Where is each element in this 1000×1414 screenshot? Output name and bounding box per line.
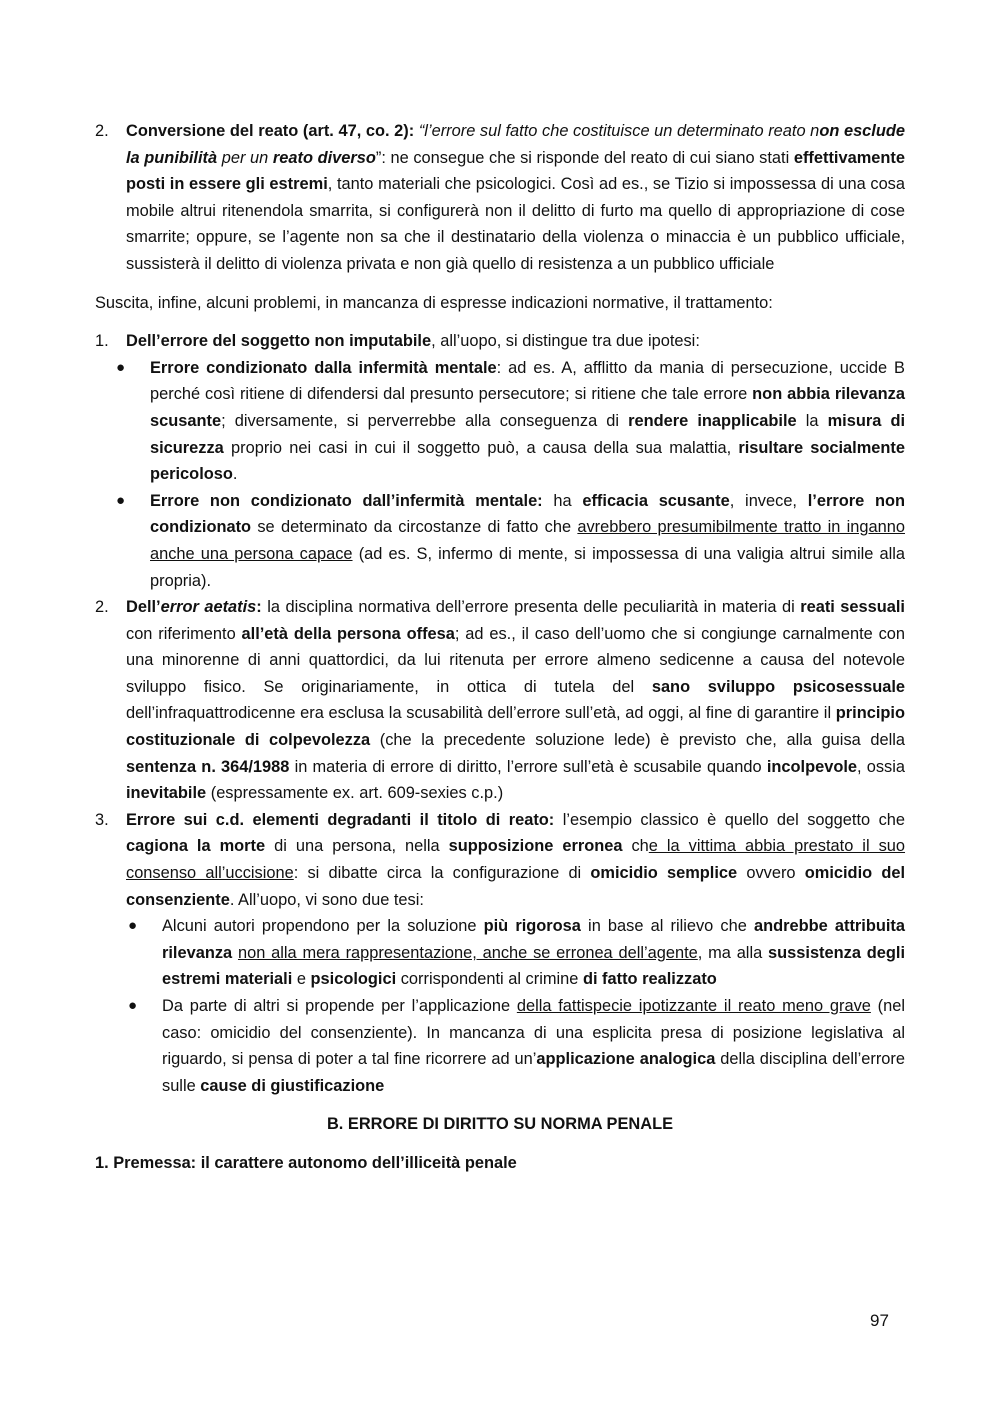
section-heading: 1. Premessa: il carattere autonomo dell’illiceità penale: [95, 1153, 517, 1172]
list-item-non-imputabile: [95, 328, 905, 355]
bold-text: sentenza n. 364/1988: [126, 757, 290, 776]
paragraph: [150, 355, 905, 488]
text: ”: ne consegue che si risponde del reato di cui siano stati: [375, 148, 790, 167]
bold-text: Dell’: [126, 598, 161, 617]
list-item-conversione: [95, 118, 905, 278]
text: proprio nei casi in cui il soggetto può, a causa della sua malattia,: [231, 438, 732, 457]
text: , ossia: [857, 757, 905, 776]
text: ch: [631, 837, 649, 856]
bullet-item: [95, 488, 905, 594]
paragraph: [126, 118, 905, 278]
bold-text: incolpevole: [766, 757, 858, 776]
item-number: 3.: [95, 810, 109, 829]
bold-text: cause di giustificazione: [200, 1076, 385, 1095]
text: , tanto materiali che psicologici. Così ad es., se Tizio si impossessa di una cosa mobile altrui ritenendola smarrita, si configurerà non il delitto di furto ma quello di appropriazione di cose smarrite; oppure, se l’agente non sa che il destinatario della violenza o minaccia è un pubblico ufficiale, sussisterà il delitto di violenza privata e non già quello di resistenza a un pubblico ufficiale: [126, 175, 905, 273]
item-number: 2.: [95, 122, 109, 140]
bold-text: Conversione del reato (art. 47, co. 2):: [126, 122, 415, 140]
bold-text: rendere inapplicabile: [628, 411, 797, 430]
text: in materia di errore di diritto, l’errore sull’età è scusabile quando: [294, 757, 762, 776]
text: e: [296, 970, 306, 989]
bold-text: Dell’errore del soggetto non imputabile: [126, 332, 432, 351]
paragraph: [126, 328, 905, 355]
bold-text: reati sessuali: [800, 598, 905, 617]
paragraph: [126, 807, 905, 913]
document-body: [95, 118, 905, 1177]
bold-text: sussistenza degli estremi materiali: [162, 943, 906, 989]
underlined-text: e la vittima abbia prestato il suo consenso all’uccisione: [126, 837, 906, 883]
bullet-item: [95, 913, 905, 993]
underlined-text: avrebbero presumibilmente tratto in inganno anche una persona capace: [150, 518, 905, 563]
text: in base al rilievo che: [588, 917, 747, 936]
text: . All’uopo, vi sono due tesi:: [229, 890, 424, 909]
text: della disciplina dell’errore sulle: [162, 1050, 905, 1095]
text: , ma alla: [697, 943, 763, 962]
item-number: 1.: [95, 332, 109, 351]
bold-italic-text: error aetatis: [160, 598, 257, 617]
bold-text: supposizione erronea: [448, 837, 623, 856]
text: , invece,: [729, 491, 797, 510]
text: (espressamente ex. art. 609-sexies c.p.): [210, 784, 504, 803]
bullet-item: [95, 993, 905, 1099]
bullet-item: [95, 355, 905, 488]
italic-text: “l’errore sul fatto che costituisce un determinato reato n: [418, 122, 820, 140]
list-item-error-aetatis: [95, 594, 905, 807]
bullet-icon: ●: [128, 917, 138, 935]
section-title: B. ERRORE DI DIRITTO SU NORMA PENALE: [326, 1115, 674, 1134]
text: (nel caso: omicidio del consenziente). In mancanza di una esplicita presa di posizione legislativa al riguardo, si pensa di poter a tal fine ricorrere ad un’: [162, 997, 906, 1069]
bold-text: Errore sui c.d. elementi degradanti il titolo di reato:: [126, 810, 555, 829]
bold-text: psicologici: [310, 970, 397, 989]
paragraph: [150, 488, 905, 594]
list-item-elementi-degradanti: [95, 807, 905, 913]
bold-text: più rigorosa: [483, 917, 581, 936]
text: di una persona, nella: [274, 837, 440, 856]
text: se determinato da circostanze di fatto che: [257, 518, 572, 537]
bullet-icon: ●: [116, 358, 126, 376]
italic-text: per un: [221, 148, 269, 167]
text: Da parte di altri si propende per l’applicazione: [162, 997, 511, 1015]
text: Alcuni autori propendono per la soluzione: [162, 917, 477, 936]
underlined-text: della fattispecie ipotizzante il reato meno grave: [516, 997, 871, 1015]
bold-text: di fatto realizzato: [582, 970, 717, 989]
bold-text: omicidio del consenziente: [126, 864, 906, 909]
text: (che la precedente soluzione lede) è previsto che, alla guisa della: [379, 731, 905, 750]
bold-text: :: [256, 598, 262, 617]
underlined-text: non alla mera rappresentazione, anche se erronea dell’agente: [237, 943, 698, 962]
bold-text: all’età della persona offesa: [241, 624, 455, 643]
bold-text: Errore non condizionato dall’infermità mentale:: [150, 491, 543, 510]
text: con riferimento: [126, 624, 236, 643]
bold-text: omicidio semplice: [590, 864, 738, 883]
intro-paragraph: Suscita, infine, alcuni problemi, in mancanza di espresse indicazioni normative, il trattamento:: [95, 293, 773, 312]
bold-italic-text: on esclude la punibilità: [126, 122, 905, 167]
text: ; ad es., il caso dell’uomo che si congiunge carnalmente con una minorenne di anni quattordici, da lui ritenuta per errore almeno sedicenne a causa del notevole sviluppo fisico. Se originariamente, in ottica di tutela del: [126, 624, 905, 696]
text: (ad es. S, infermo di mente, si impossessa di una valigia altrui simile alla propria).: [150, 544, 905, 590]
text: ovvero: [746, 864, 796, 883]
text: : si dibatte circa la configurazione di: [293, 864, 582, 883]
text: ha: [553, 491, 572, 510]
paragraph: [162, 993, 905, 1099]
bullet-icon: ●: [116, 491, 126, 509]
bold-text: cagiona la morte: [126, 837, 266, 856]
text: la: [805, 411, 819, 430]
item-number: 2.: [95, 598, 109, 617]
bold-italic-text: reato diverso: [272, 148, 376, 167]
bold-text: misura di sicurezza: [150, 411, 906, 457]
text: la disciplina normativa dell’errore presenta delle peculiarità in materia di: [267, 598, 795, 617]
bullet-icon: ●: [128, 997, 138, 1014]
text: .: [232, 465, 238, 484]
bold-text: andrebbe attribuita rilevanza: [162, 917, 905, 962]
bold-text: sano sviluppo psicosessuale: [651, 677, 905, 696]
text: dell’infraquattrodicenne era esclusa la scusabilità dell’errore sull’età, ad oggi, al fine di garantire il: [126, 704, 832, 723]
text: , all’uopo, si distingue tra due ipotesi:: [431, 332, 700, 351]
bold-text: Errore condizionato dalla infermità mentale: [150, 358, 497, 377]
bold-text: efficacia scusante: [582, 491, 730, 510]
page-number: 97: [870, 1311, 889, 1330]
text: : ad es. A, afflitto da mania di persecuzione, uccide B perché così ritiene di difendersi dal presunto persecutore; si ritiene che tale errore: [150, 358, 905, 404]
text: l’esempio classico è quello del soggetto che: [562, 810, 905, 829]
text: corrispondenti al crimine: [400, 970, 579, 989]
bold-text: l’errore non condizionato: [150, 491, 905, 537]
bold-text: applicazione analogica: [536, 1050, 716, 1069]
bold-text: non abbia rilevanza scusante: [150, 385, 905, 430]
paragraph: [162, 913, 905, 993]
bold-text: inevitabile: [126, 784, 207, 803]
bold-text: effettivamente posti in essere gli estremi: [126, 148, 905, 194]
bold-text: principio costituzionale di colpevolezza: [126, 704, 905, 750]
text: ; diversamente, si perverrebbe alla conseguenza di: [221, 411, 620, 430]
bold-text: risultare socialmente pericoloso: [150, 438, 906, 484]
paragraph: [126, 594, 905, 807]
